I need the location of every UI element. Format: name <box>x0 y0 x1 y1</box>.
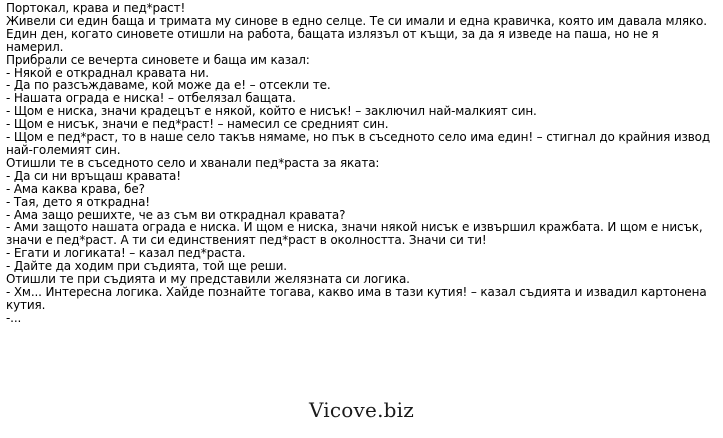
joke-line: - Ама каква крава, бе? <box>6 181 145 196</box>
joke-line: - Щом е нисък, значи е пед*раст! – намесил се средният син. <box>6 117 389 132</box>
joke-line: - Ама защо решихте, че аз съм ви откраднал кравата? <box>6 207 346 222</box>
joke-line: - Ами защото нашата ограда е ниска. И щом е ниска, значи някой нисък е извършил кражбата. И щом е нисък, значи е пед*раст. А ти си единственият пед*раст в околността. Значи си ти! <box>6 220 703 248</box>
joke-line: - Нашата ограда е ниска! – отбелязал бащата. <box>6 91 296 106</box>
joke-line: - Тая, дето я открадна! <box>6 194 150 209</box>
joke-title: Портокал, крава и пед*раст! <box>6 1 186 15</box>
joke-line: -... <box>6 310 22 325</box>
joke-text-block <box>6 2 718 325</box>
joke-line: - Хм... Интересна логика. Хайде познайте тогава, какво има в тази кутия! – казал съдията и извадил картонена кутия. <box>6 284 707 312</box>
joke-line: - Някой е откраднал кравата ни. <box>6 65 209 80</box>
joke-line: - Щом е ниска, значи крадецът е някой, който е нисък! – заключил най-малкият син. <box>6 104 537 119</box>
site-watermark: Vicove.biz <box>309 398 414 422</box>
joke-line: Отишли те в съседното село и хванали пед*раста за яката: <box>6 155 380 170</box>
joke-line: - Да си ни връщаш кравата! <box>6 168 181 183</box>
joke-line: Отишли те при съдията и му представили желязната си логика. <box>6 272 410 287</box>
joke-line: - Да по разсъждаваме, кой може да е! – отсекли те. <box>6 78 331 93</box>
joke-line: Прибрали се вечерта синовете и баща им казал: <box>6 52 310 67</box>
joke-line: - Егати и логиката! – казал пед*раста. <box>6 246 246 261</box>
joke-line: - Дайте да ходим при съдията, той ще реши. <box>6 259 287 274</box>
joke-line: Живели си един баща и тримата му синове в едно селце. Те си имали и една кравичка, която им давала мляко. Един ден, когато синовете отишли на работа, бащата излязъл от къщи, за да я изведе на паша, но не я намерил. <box>6 13 707 54</box>
joke-line: - Щом е пед*раст, то в наше село такъв нямаме, но пък в съседното село има един! – стигнал до крайния извод най-големият син. <box>6 130 711 157</box>
